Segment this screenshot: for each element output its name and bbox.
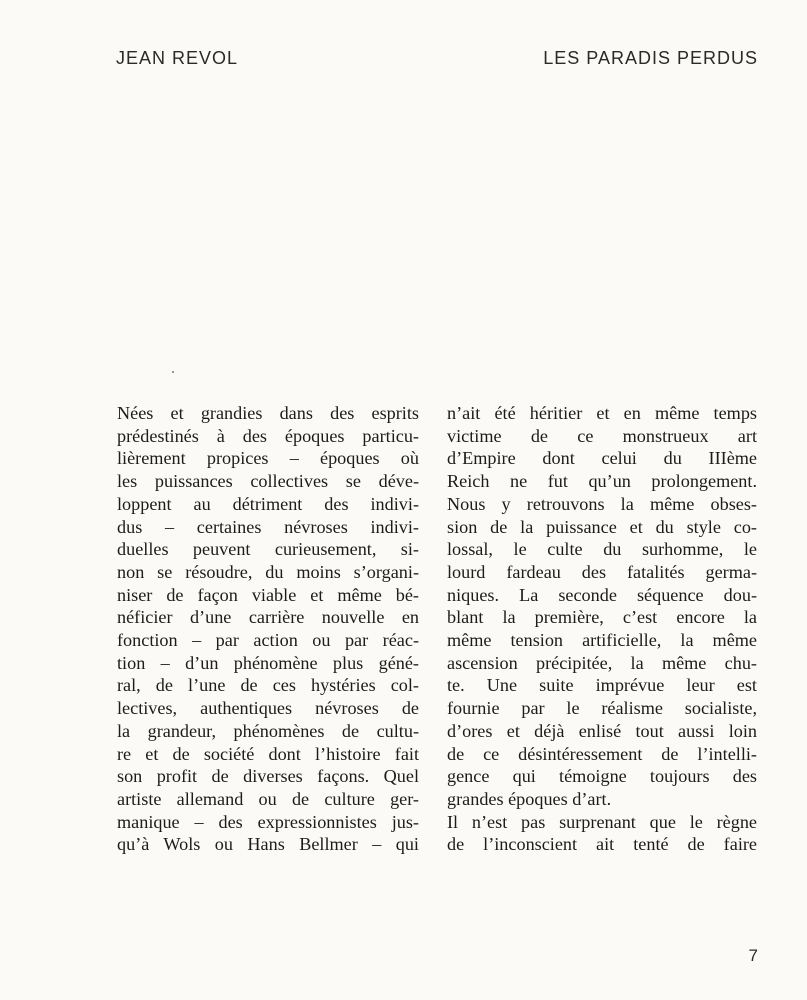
- text-column-left: [117, 402, 419, 856]
- text-line: tion – d’un phénomène plus géné-: [117, 652, 419, 673]
- text-line: d’ores et déjà enlisé tout aussi loin: [447, 720, 757, 741]
- text-column-right: [447, 402, 757, 856]
- text-line: les puissances collectives se déve-: [117, 471, 419, 492]
- running-header-title: LES PARADIS PERDUS: [543, 48, 758, 68]
- text-line: d’Empire dont celui du IIIème: [447, 448, 757, 469]
- text-line: manique – des expressionnistes jus-: [117, 811, 419, 832]
- text-line: ascension précipitée, la même chu-: [447, 652, 757, 673]
- text-line: prédestinés à des époques particu-: [117, 425, 419, 446]
- text-line: Il n’est pas surprenant que le règne: [447, 811, 757, 832]
- text-line: dus – certaines névroses indivi-: [117, 516, 419, 537]
- text-line: artiste allemand ou de culture ger-: [117, 788, 419, 809]
- text-line: fonction – par action ou par réac-: [117, 630, 419, 651]
- text-line: lectives, authentiques névroses de: [117, 698, 419, 719]
- text-line: duelles peuvent curieusement, si-: [117, 539, 419, 560]
- text-line: lièrement propices – époques où: [117, 448, 419, 469]
- text-line: qu’à Wols ou Hans Bellmer – qui: [117, 834, 419, 855]
- text-line: te. Une suite imprévue leur est: [447, 675, 757, 696]
- text-line: blant la première, c’est encore la: [447, 607, 757, 628]
- text-line: niser de façon viable et même bé-: [117, 584, 419, 605]
- running-header-author: JEAN REVOL: [116, 48, 239, 68]
- text-line: ral, de l’une de ces hystéries col-: [117, 675, 419, 696]
- page-number: 7: [748, 946, 758, 965]
- text-line: Nous y retrouvons la même obses-: [447, 493, 757, 514]
- text-line: victime de ce monstrueux art: [447, 425, 757, 446]
- text-line: re et de société dont l’histoire fait: [117, 743, 419, 764]
- text-line: niques. La seconde séquence dou-: [447, 584, 757, 605]
- text-line: néficier d’une carrière nouvelle en: [117, 607, 419, 628]
- text-line: lossal, le culte du surhomme, le: [447, 539, 757, 560]
- text-line: la grandeur, phénomènes de cultu-: [117, 720, 419, 741]
- text-line: même tension artificielle, la même: [447, 630, 757, 651]
- paper-speck: [172, 371, 174, 373]
- text-line: lourd fardeau des fatalités germa-: [447, 561, 757, 582]
- text-line: de l’inconscient ait tenté de faire: [447, 834, 757, 855]
- text-line: fournie par le réalisme socialiste,: [447, 698, 757, 719]
- text-line: Nées et grandies dans des esprits: [117, 403, 419, 423]
- text-line: grandes époques d’art.: [447, 788, 612, 809]
- text-line: son profit de diverses façons. Quel: [117, 766, 419, 787]
- text-line: n’ait été héritier et en même temps: [447, 403, 757, 423]
- text-line: non se résoudre, du moins s’organi-: [117, 561, 419, 582]
- text-line: loppent au détriment des indivi-: [117, 493, 419, 514]
- text-line: de ce désintéressement de l’intelli-: [447, 743, 757, 764]
- text-line: gence qui témoigne toujours des: [447, 766, 757, 787]
- text-line: sion de la puissance et du style co-: [447, 516, 757, 537]
- text-line: Reich ne fut qu’un prolongement.: [447, 471, 757, 492]
